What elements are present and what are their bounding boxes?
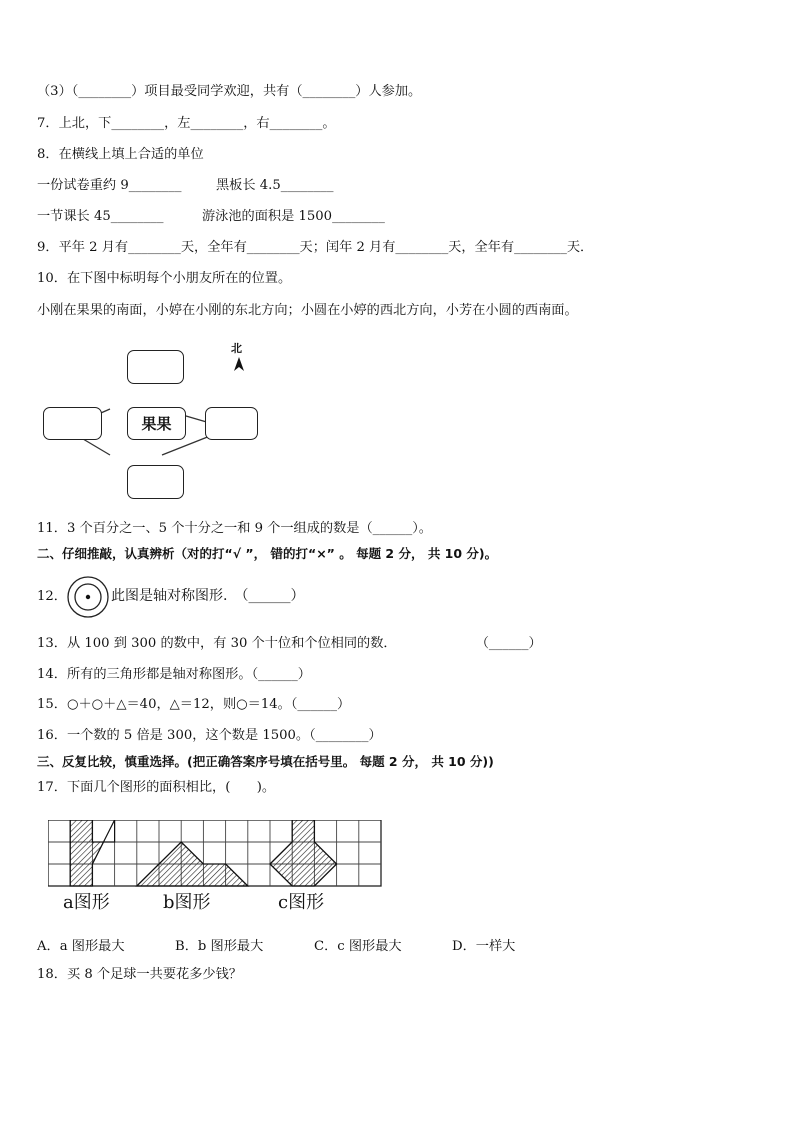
area-comparison-grid — [48, 820, 384, 890]
question-11: 11．3 个百分之一、5 个十分之一和 9 个一组成的数是（______）。 — [37, 521, 432, 536]
question-18: 18．买 8 个足球一共要花多少钱？ — [37, 967, 242, 982]
north-label: 北 — [231, 342, 242, 355]
question-10-description: 小刚在果果的南面，小婷在小刚的东北方向；小圆在小婷的西北方向，小芳在小圆的西南面。 — [37, 303, 578, 318]
option-c[interactable]: C．c 图形最大 — [314, 939, 402, 954]
question-16: 16．一个数的 5 倍是 300，这个数是 1500。（________） — [37, 728, 382, 743]
question-8: 8．在横线上填上合适的单位 — [37, 147, 204, 162]
question-13: 13．从 100 到 300 的数中，有 30 个十位和个位相同的数． （______） — [37, 636, 542, 651]
question-8-item-3: 一节课长 45________ — [37, 209, 164, 224]
north-arrow-icon — [233, 357, 245, 377]
figure-b-label: b图形 — [163, 892, 211, 913]
question-17: 17．下面几个图形的面积相比，( )。 — [37, 780, 276, 795]
question-8-item-2: 黑板长 4.5________ — [216, 178, 334, 193]
option-b[interactable]: B．b 图形最大 — [175, 939, 264, 954]
position-box-south[interactable] — [127, 465, 184, 499]
position-box-west[interactable] — [43, 407, 102, 440]
question-8-item-1: 一份试卷重约 9________ — [37, 178, 182, 193]
figure-c-label: c图形 — [278, 892, 325, 913]
question-7: 7．上北，下________，左________，右________。 — [37, 116, 336, 131]
concentric-circles-icon — [65, 575, 111, 619]
option-a[interactable]: A．a 图形最大 — [37, 939, 125, 954]
center-box-guoguo: 果果 — [127, 407, 186, 440]
question-line: （3）（________）项目最受同学欢迎，共有（________）人参加。 — [37, 84, 422, 99]
question-14: 14．所有的三角形都是轴对称图形。（______） — [37, 667, 311, 682]
question-9: 9．平年 2 月有________天，全年有________天；闰年 2 月有________天，全年有________天． — [37, 240, 594, 255]
question-8-item-4: 游泳池的面积是 1500________ — [202, 209, 385, 224]
position-box-north[interactable] — [127, 350, 184, 384]
question-15: 15．○＋○＋△＝40，△＝12，则○＝14。（______） — [37, 697, 351, 712]
question-10: 10．在下图中标明每个小朋友所在的位置。 — [37, 271, 292, 286]
option-d[interactable]: D．一样大 — [452, 939, 516, 954]
question-12-text: 此图是轴对称图形. （______） — [111, 588, 305, 604]
section-2-heading: 二、仔细推敲，认真辨析（对的打“√ ”， 错的打“×” 。 每题 2 分， 共 10 分)。 — [37, 546, 498, 561]
figure-a-label: a图形 — [63, 892, 110, 913]
position-box-east[interactable] — [205, 407, 258, 440]
question-12-number: 12． — [37, 589, 67, 604]
section-3-heading: 三、反复比较，慎重选择。(把正确答案序号填在括号里。 每题 2 分， 共 10 分)) — [37, 754, 494, 769]
